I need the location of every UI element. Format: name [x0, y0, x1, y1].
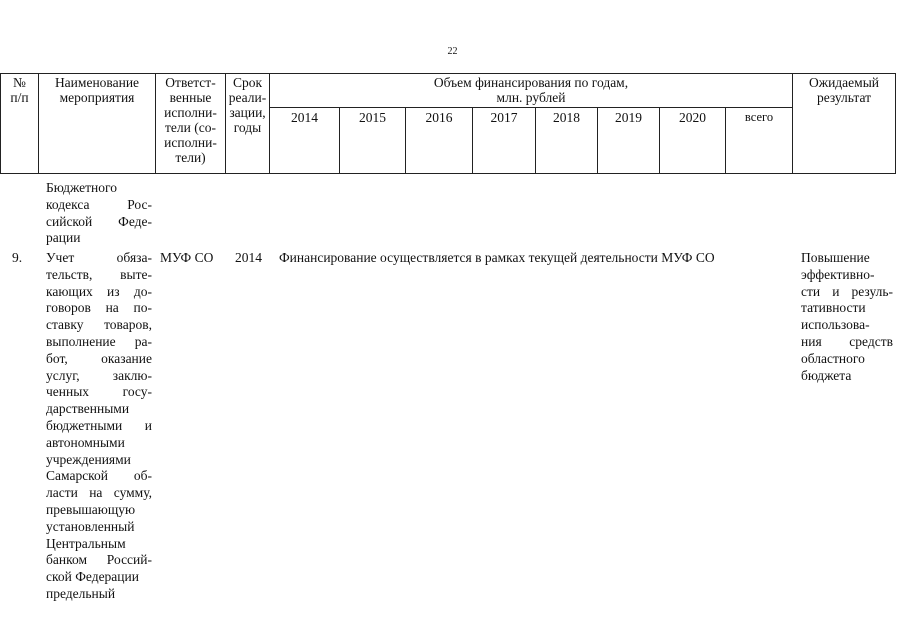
- header-year-total: всего: [726, 108, 793, 174]
- row-name: Учет обяза- тельств, выте- кающих из до- говоров на по- ставку товаров, выполнение ра- бот, оказание услуг, заклю- ченных госу- дарственными бюджетными и автономными учреждениями Самарской об- ласти на сумму, превышающую установленный Центральным банком Россий- ской Федерации предельный: [46, 250, 152, 601]
- header-name: Наименование мероприятия: [39, 74, 156, 174]
- header-year-2018: 2018: [536, 108, 598, 174]
- header-responsible: Ответст- венные исполни- тели (со- исполни- тели): [156, 74, 226, 174]
- row-number: 9.: [12, 250, 23, 265]
- row-result: Повышение эффективно- сти и резуль- тативности использова- ния средств областного бюджета: [801, 250, 893, 383]
- table-header: [0, 73, 896, 174]
- row-responsible: МУФ СО: [160, 250, 214, 265]
- header-year-2020: 2020: [660, 108, 726, 174]
- header-financing: Объем финансирования по годам, млн. рублей: [270, 74, 793, 108]
- page-number: 22: [447, 46, 458, 57]
- row-term: 2014: [235, 250, 262, 265]
- header-year-2015: 2015: [340, 108, 406, 174]
- header-year-2016: 2016: [406, 108, 473, 174]
- header-result: Ожидаемый результат: [793, 74, 896, 174]
- header-year-2017: 2017: [473, 108, 536, 174]
- header-term: Срок реали- зации, годы: [226, 74, 270, 174]
- header-number: № п/п: [1, 74, 39, 174]
- header-year-2019: 2019: [598, 108, 660, 174]
- continuation-text: Бюджетного кодекса Рос- сийской Феде- рации: [46, 180, 152, 246]
- row-financing: Финансирование осуществляется в рамках текущей деятельности МУФ СО: [279, 250, 715, 265]
- header-year-2014: 2014: [270, 108, 340, 174]
